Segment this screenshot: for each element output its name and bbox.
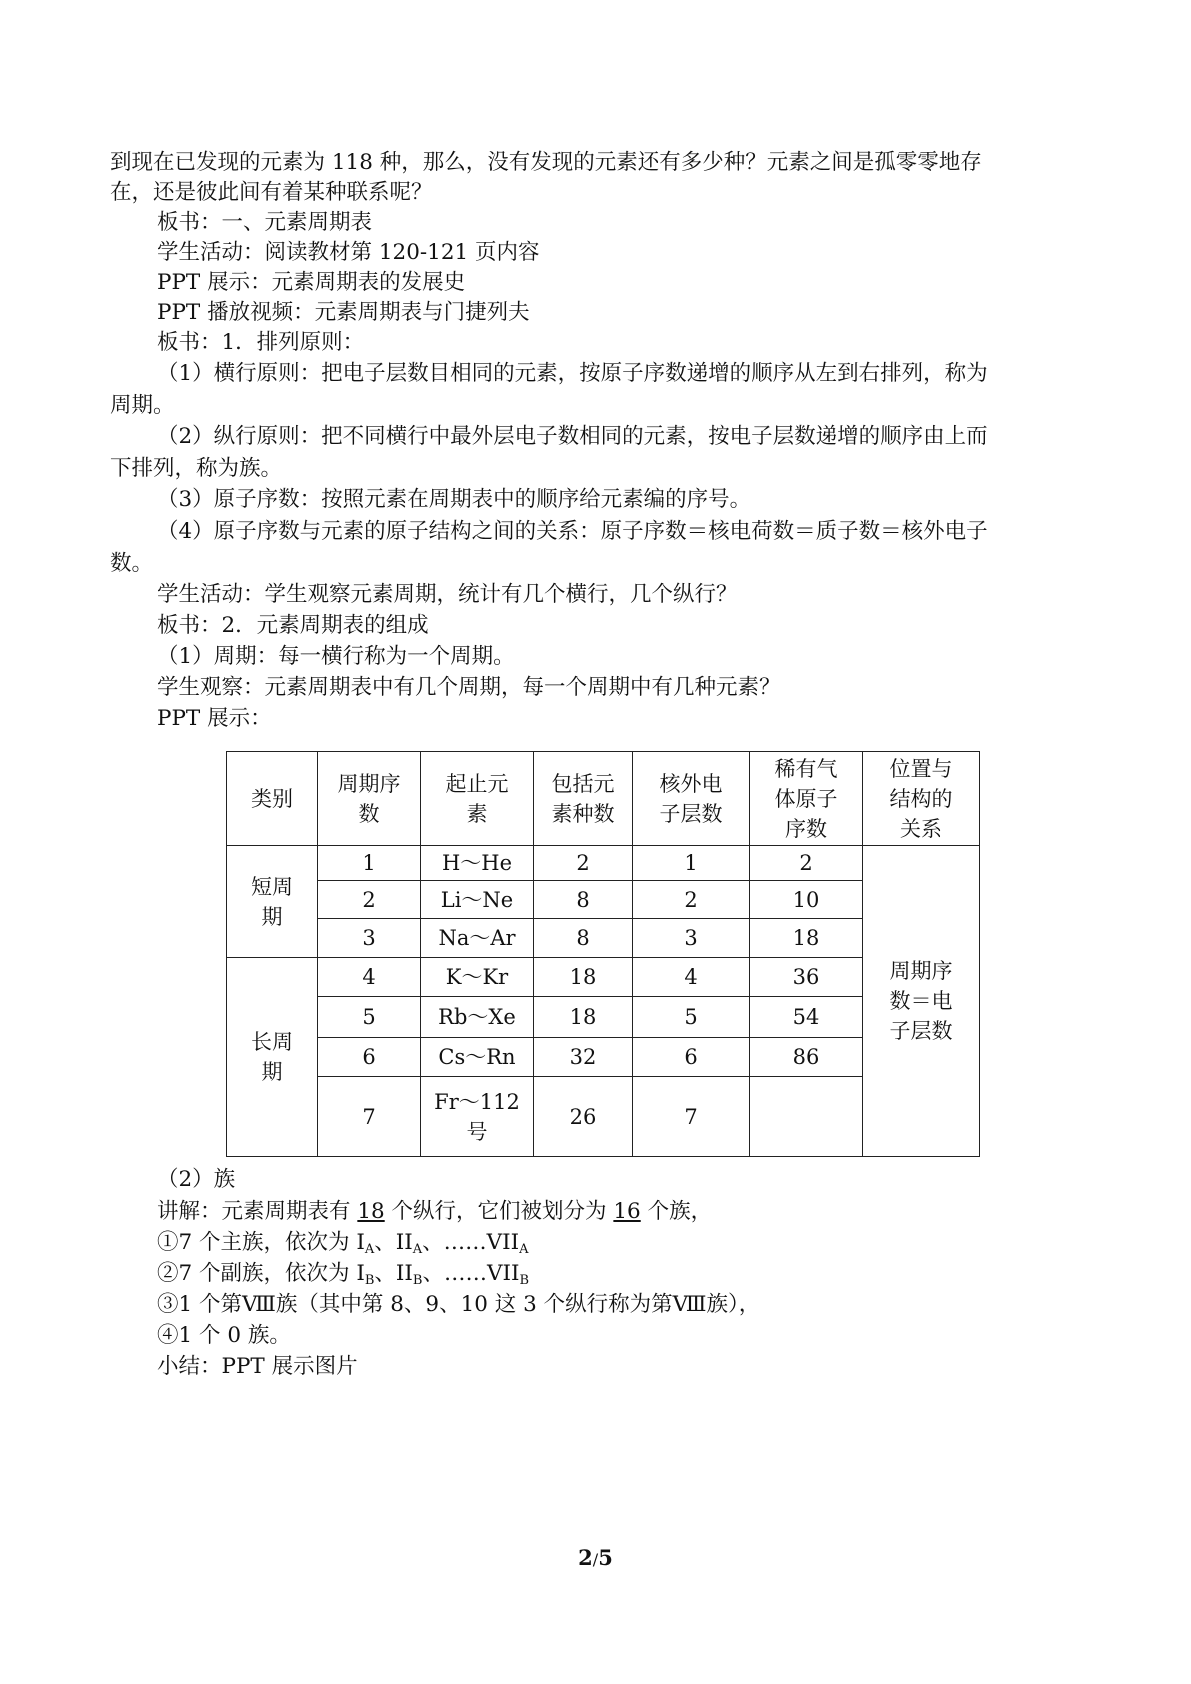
paragraph-group-eight: ③1 个第Ⅷ族（其中第 8、9、10 这 3 个纵行称为第Ⅷ族）， [157, 1292, 761, 1317]
paragraph-column-principle-line1: （2）纵行原则：把不同横行中最外层电子数相同的元素，按电子层数递增的顺序由上而 [157, 424, 988, 449]
paragraph-composition-heading: 板书：2．元素周期表的组成 [157, 613, 429, 638]
table-header-row [227, 752, 980, 846]
header-start-end-elements: 起止元 素 [421, 752, 534, 846]
paragraph-ppt-video: PPT 播放视频：元素周期表与门捷列夫 [157, 300, 530, 325]
header-position-structure: 位置与 结构的 关系 [863, 752, 980, 846]
paragraph-relation-line2: 数。 [110, 551, 154, 576]
cell-relation: 周期序 数＝电 子层数 [863, 846, 980, 1157]
cell-range: H～He [421, 846, 534, 881]
paragraph-board-heading: 板书：一、元素周期表 [157, 210, 373, 235]
header-element-count: 包括元 素种数 [534, 752, 633, 846]
paragraph-relation-line1: （4）原子序数与元素的原子结构之间的关系：原子序数＝核电荷数＝质子数＝核外电子 [157, 519, 988, 544]
paragraph-student-reading: 学生活动：阅读教材第 120-121 页内容 [157, 240, 540, 265]
cell-period: 7 [318, 1077, 421, 1157]
cell-shells: 4 [633, 958, 750, 997]
cell-period: 1 [318, 846, 421, 881]
paragraph-arrange-principle: 板书：1．排列原则： [157, 330, 365, 355]
period-table [226, 751, 980, 1157]
paragraph-student-observe: 学生活动：学生观察元素周期，统计有几个横行，几个纵行？ [157, 582, 738, 607]
cell-shells: 2 [633, 881, 750, 919]
paragraph-period-question: 学生观察：元素周期表中有几个周期，每一个周期中有几种元素？ [157, 675, 781, 700]
cell-range: Na～Ar [421, 919, 534, 958]
page-number: 2/5 [578, 1545, 613, 1570]
paragraph-atomic-number: （3）原子序数：按照元素在周期表中的顺序给元素编的序号。 [157, 487, 752, 512]
cell-range: Li～Ne [421, 881, 534, 919]
cell-noble: 10 [750, 881, 863, 919]
cell-noble: 36 [750, 958, 863, 997]
paragraph-ppt-history: PPT 展示：元素周期表的发展史 [157, 270, 466, 295]
paragraph-column-principle-line2: 下排列，称为族。 [110, 456, 283, 481]
paragraph-sub-groups: ②7 个副族，依次为 $I_B$、$II_B$、$\dots\dots VII_B$ [157, 1261, 530, 1288]
paragraph-intro-line2: 在，还是彼此间有着某种联系呢？ [110, 180, 433, 205]
paragraph-explain-groups: 讲解：元素周期表有 18 个纵行，它们被划分为 16 个族， [157, 1199, 713, 1224]
cell-shells: 3 [633, 919, 750, 958]
cell-noble: 54 [750, 997, 863, 1038]
cell-shells: 1 [633, 846, 750, 881]
underlined-columns-count: 18 [357, 1199, 385, 1224]
cell-range: Cs～Rn [421, 1038, 534, 1077]
header-electron-shells: 核外电 子层数 [633, 752, 750, 846]
header-period-number: 周期序 数 [318, 752, 421, 846]
header-noble-gas-number: 稀有气 体原子 序数 [750, 752, 863, 846]
cell-range: Rb～Xe [421, 997, 534, 1038]
paragraph-summary: 小结：PPT 展示图片 [157, 1354, 358, 1379]
cell-period: 2 [318, 881, 421, 919]
cell-shells: 5 [633, 997, 750, 1038]
underlined-groups-count: 16 [613, 1199, 641, 1224]
cell-count: 26 [534, 1077, 633, 1157]
cell-period: 4 [318, 958, 421, 997]
table-row [227, 846, 980, 881]
cell-count: 8 [534, 881, 633, 919]
paragraph-period-definition: （1）周期：每一横行称为一个周期。 [157, 644, 515, 669]
cell-period: 3 [318, 919, 421, 958]
paragraph-row-principle-line1: （1）横行原则：把电子层数目相同的元素，按原子序数递增的顺序从左到右排列，称为 [157, 361, 988, 386]
paragraph-ppt-show: PPT 展示： [157, 706, 272, 731]
cell-count: 32 [534, 1038, 633, 1077]
cell-count: 18 [534, 958, 633, 997]
group-short-period: 短周 期 [227, 846, 318, 958]
cell-shells: 7 [633, 1077, 750, 1157]
group-long-period: 长周 期 [227, 958, 318, 1157]
cell-range: K～Kr [421, 958, 534, 997]
cell-count: 18 [534, 997, 633, 1038]
cell-range: Fr～112 号 [421, 1077, 534, 1157]
cell-period: 6 [318, 1038, 421, 1077]
cell-noble: 86 [750, 1038, 863, 1077]
paragraph-main-groups: ①7 个主族，依次为 $I_A$、$II_A$、$\dots\dots VII_A$ [157, 1230, 529, 1257]
cell-count: 8 [534, 919, 633, 958]
cell-period: 5 [318, 997, 421, 1038]
paragraph-intro-line1: 到现在已发现的元素为 118 种，那么，没有发现的元素还有多少种？元素之间是孤零零地存 [110, 150, 982, 175]
paragraph-group-zero: ④1 个 0 族。 [157, 1323, 291, 1348]
paragraph-group-heading: （2）族 [157, 1167, 236, 1192]
paragraph-row-principle-line2: 周期。 [110, 393, 175, 418]
cell-noble [750, 1077, 863, 1157]
cell-shells: 6 [633, 1038, 750, 1077]
cell-noble: 2 [750, 846, 863, 881]
cell-count: 2 [534, 846, 633, 881]
header-category: 类别 [227, 752, 318, 846]
cell-noble: 18 [750, 919, 863, 958]
